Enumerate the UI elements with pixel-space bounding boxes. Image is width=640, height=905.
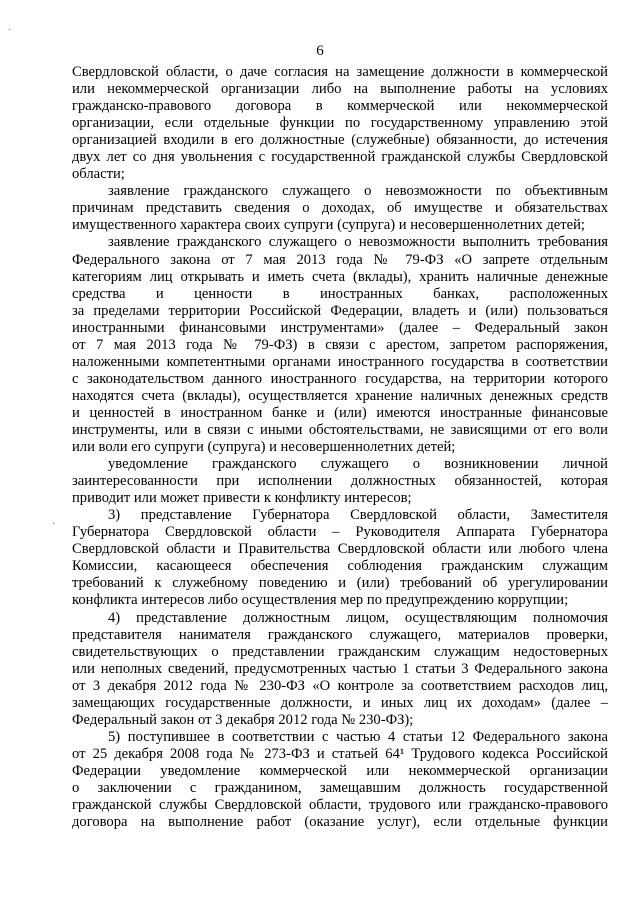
text-line: Губернатора Свердловской области – Руководителя Аппарата Губернатора <box>72 524 608 541</box>
text-line: с законодательством данного иностранного государства, на территории которого <box>72 370 608 387</box>
text-line: организацией входили в его должностные (служебные) обязанности, до истечения <box>72 132 608 149</box>
text-line: заинтересованности при исполнении должностных обязанностей, которая <box>72 473 608 490</box>
text-line: инструменты, или в связи с иными обстоятельствами, не зависящими от его воли <box>72 421 608 438</box>
text-line: иностранными финансовыми инструментами» (далее – Федеральный закон <box>72 319 608 336</box>
text-line: и ценностей в иностранном банке и (или) имеются иностранные финансовые <box>72 404 608 421</box>
text-line: представителя нанимателя гражданского служащего, материалов проверки, <box>72 626 608 643</box>
scan-mark: · <box>52 519 56 530</box>
text-line: средства и ценности в иностранных банках, расположенных <box>72 285 608 302</box>
text-line: организации, если отдельные функции по государственному управлению этой <box>72 115 608 132</box>
text-line: находятся счета (вклады), осуществляется хранение наличных денежных средств <box>72 387 608 404</box>
text-line: категориям лиц открывать и иметь счета (вклады), хранить наличные денежные <box>72 268 608 285</box>
text-line: двух лет со дня увольнения с государственной гражданской службы Свердловской <box>72 149 608 166</box>
text-line: от 3 декабря 2012 года № 230-ФЗ «О контроле за соответствием расходов лиц, <box>72 677 608 694</box>
text-line: заявление гражданского служащего о невозможности выполнить требования <box>108 234 608 251</box>
text-line: заявление гражданского служащего о невозможности по объективным <box>108 183 608 200</box>
body-text <box>72 64 608 831</box>
text-line: Свердловской области, о даче согласия на замещение должности в коммерческой <box>72 64 608 80</box>
text-line: Федеральный закон от 3 декабря 2012 года № 230-ФЗ); <box>72 711 414 728</box>
text-line: договора на выполнение работ (оказание услуг), если отдельные функции <box>72 814 608 831</box>
text-line: уведомление гражданского служащего о возникновении личной <box>108 456 608 473</box>
scan-mark: · <box>8 25 12 36</box>
page-number: 6 <box>316 43 324 59</box>
text-line: замещающих государственные должности, и иных лиц их доходам» (далее – <box>72 694 608 711</box>
text-line: за пределами территории Российской Федерации, владеть и (или) пользоваться <box>72 302 608 319</box>
text-line: имущественного характера своих супруги (супруга) и несовершеннолетних детей; <box>72 217 585 234</box>
text-line: Федерации уведомление коммерческой или некоммерческой организации <box>72 762 608 779</box>
text-line: или неполных сведений, предусмотренных частью 1 статьи 3 Федерального закона <box>72 660 608 677</box>
text-line: области; <box>72 166 125 183</box>
text-line: Комиссии, касающееся обеспечения соблюдения гражданским служащим <box>72 558 608 575</box>
text-line: Свердловской области и Правительства Свердловской области или любого члена <box>72 541 608 558</box>
text-line: Федерального закона от 7 мая 2013 года № 79-ФЗ «О запрете отдельным <box>72 251 608 268</box>
text-line: 5) поступившее в соответствии с частью 4 статьи 12 Федерального закона <box>108 728 608 745</box>
text-line: от 25 декабря 2008 года № 273-ФЗ и статьей 64¹ Трудового кодекса Российской <box>72 745 608 762</box>
text-line: гражданско-правового договора в коммерческой или некоммерческой <box>72 98 608 115</box>
text-line: причинам представить сведения о доходах, об имуществе и обязательствах <box>72 200 608 217</box>
text-line: или некоммерческой организации либо на выполнение работы на условиях <box>72 81 608 98</box>
text-line: требований к служебному поведению и (или) требований об урегулировании <box>72 575 608 592</box>
text-line: наложенными компетентными органами иностранного государства в соответствии <box>72 353 608 370</box>
text-line: о заключении с гражданином, замещавшим должность государственной <box>72 779 608 796</box>
text-line: конфликта интересов либо осуществления мер по предупреждению коррупции; <box>72 592 569 609</box>
text-line: свидетельствующих о представлении гражданским служащим недостоверных <box>72 643 608 660</box>
text-line: приводит или может привести к конфликту интересов; <box>72 490 412 507</box>
text-line: или воли его супруги (супруга) и несовершеннолетних детей; <box>72 439 456 456</box>
text-line: гражданской службы Свердловской области, трудового или гражданско-правового <box>72 797 608 814</box>
text-line: от 7 мая 2013 года № 79-ФЗ) в связи с арестом, запретом распоряжения, <box>72 336 608 353</box>
text-line: 3) представление Губернатора Свердловской области, Заместителя <box>108 507 608 524</box>
text-line: 4) представление должностным лицом, осуществляющим полномочия <box>108 609 608 626</box>
